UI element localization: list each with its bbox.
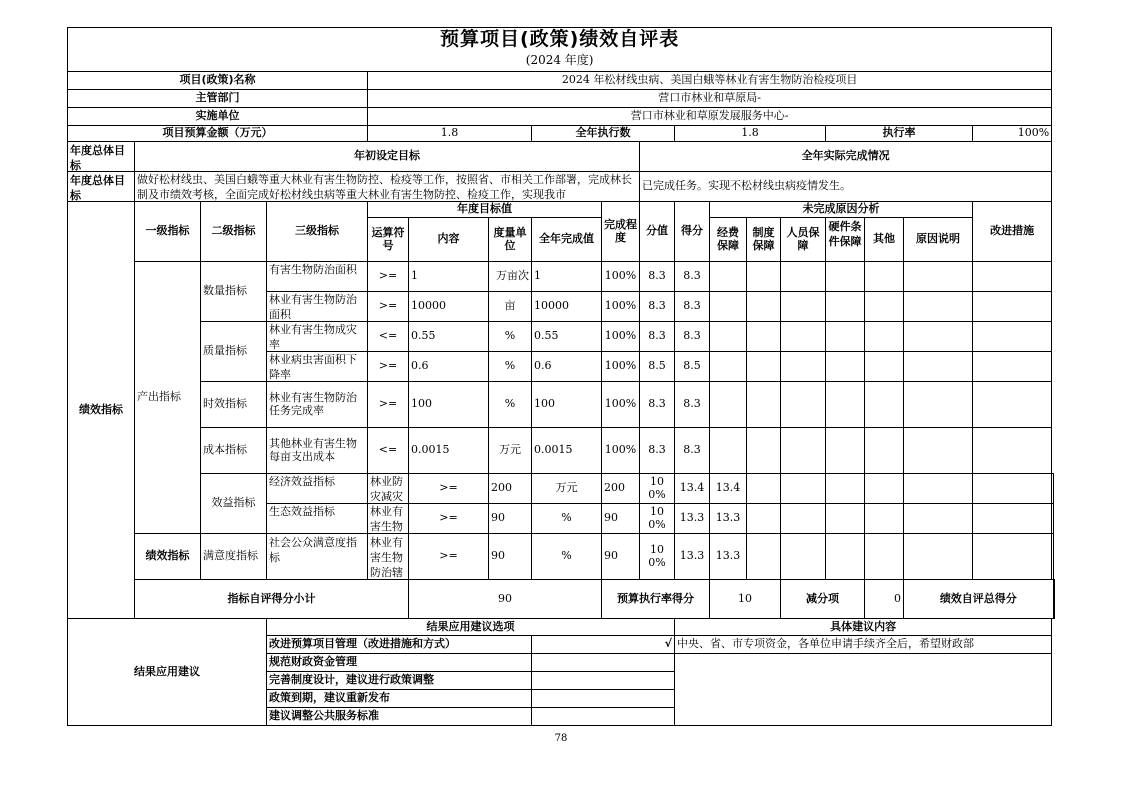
row-score: 8.3 <box>675 322 710 352</box>
project-name-label: 项目(政策)名称 <box>68 72 368 90</box>
group-quality: 质量指标 <box>201 322 267 382</box>
row-weight: 8.3 <box>640 428 675 474</box>
table-row-level3: 其他林业有害生物每亩支出成本 <box>267 428 368 474</box>
budget-label: 项目预算金额（万元） <box>68 126 368 142</box>
row-content: 100 <box>409 382 489 428</box>
header-weight: 分值 <box>640 202 675 262</box>
total-label: 绩效自评总得分 <box>904 580 1054 619</box>
header-op: 运算符号 <box>368 218 409 262</box>
row-degree: 100% <box>640 534 675 580</box>
rate-value: 100% <box>973 126 1052 142</box>
result-detail: 中央、省、市专项资金，各单位申请手续齐全后，希望财政部 <box>675 635 1052 653</box>
result-option: 建议调整公共服务标准 <box>267 707 532 725</box>
row-completed: 90 <box>602 534 640 580</box>
year-subtitle: (2024 年度) <box>68 52 1052 72</box>
row-degree: 100% <box>602 352 640 382</box>
rate-label: 执行率 <box>826 126 973 142</box>
row-content: 0.55 <box>409 322 489 352</box>
row-score: 8.3 <box>675 428 710 474</box>
row-content: 90 <box>489 534 532 580</box>
row-op: >= <box>409 534 489 580</box>
row-degree: 100% <box>602 262 640 292</box>
row-weight: 13.3 <box>675 534 710 580</box>
row-unit: 万元 <box>532 474 602 504</box>
deduct-label: 减分项 <box>781 580 865 619</box>
exec-score-value: 10 <box>710 580 781 619</box>
satisfaction-indicator-label: 满意度指标 <box>201 534 267 580</box>
row-degree: 100% <box>602 292 640 322</box>
row-completed: 0.55 <box>532 322 602 352</box>
row-score: 8.3 <box>675 262 710 292</box>
set-goal-header: 年初设定目标 <box>135 142 640 172</box>
set-goal-text: 做好松材线虫、美国白蛾等重大林业有害生物防控、检疫等工作，按照省、市相关工作部署，完成林长制及市绩效考核，全面完成好松材线虫病等重大林业有害生物防控、检疫工作，实现我市 <box>135 172 640 202</box>
row-op: >= <box>409 504 489 534</box>
header-unit: 度量单位 <box>489 218 532 262</box>
output-indicator-label: 产出指标 <box>135 262 201 534</box>
row-op: <= <box>368 322 409 352</box>
row-score: 8.5 <box>675 352 710 382</box>
group-quantity: 数量指标 <box>201 262 267 322</box>
header-degree: 完成程度 <box>602 202 640 262</box>
row-content: 0.6 <box>409 352 489 382</box>
row-degree: 100% <box>602 322 640 352</box>
row-completed: 90 <box>602 504 640 534</box>
table-row-level3: 林业病虫害面积下降率 <box>267 352 368 382</box>
row-content: 200 <box>489 474 532 504</box>
row-op: >= <box>368 352 409 382</box>
result-options-header: 结果应用建议选项 <box>267 618 675 635</box>
row-unit: % <box>489 382 532 428</box>
result-check: √ <box>532 635 675 653</box>
dept-value: 营口市林业和草原局- <box>368 90 1052 108</box>
row-unit: 万亩次 <box>489 262 532 292</box>
row-completed: 0.6 <box>532 352 602 382</box>
row-op: <= <box>368 428 409 474</box>
header-funding: 经费保障 <box>710 218 747 262</box>
subtotal-value: 90 <box>409 580 602 619</box>
group-timeliness: 时效指标 <box>201 382 267 428</box>
perf-indicator-label: 绩效指标 <box>68 202 135 619</box>
total-value <box>1053 580 1054 619</box>
row-weight: 8.3 <box>640 382 675 428</box>
actual-goal-header: 全年实际完成情况 <box>640 142 1052 172</box>
row-unit: % <box>489 322 532 352</box>
row-completed: 100 <box>532 382 602 428</box>
row-content: 10000 <box>409 292 489 322</box>
header-staff: 人员保障 <box>781 218 826 262</box>
table-row-level3: 林业有害生物防治任务完成率 <box>267 382 368 428</box>
header-level1: 一级指标 <box>135 202 201 262</box>
header-completed: 全年完成值 <box>532 218 602 262</box>
table-row-level3: 林业有害生物成灾率 <box>267 322 368 352</box>
row-completed: 200 <box>602 474 640 504</box>
unit-value: 营口市林业和草原发展服务中心- <box>368 108 1052 126</box>
row-completed: 10000 <box>532 292 602 322</box>
header-system: 制度保障 <box>747 218 781 262</box>
result-detail-header: 具体建议内容 <box>675 618 1052 635</box>
row-unit: % <box>532 504 602 534</box>
row-op: >= <box>368 262 409 292</box>
actual-goal-text: 已完成任务。实现不松材线虫病疫情发生。 <box>640 172 1052 202</box>
row-degree: 100% <box>640 474 675 504</box>
row-score: 13.3 <box>710 504 747 534</box>
row-score: 13.3 <box>710 534 747 580</box>
exec-value: 1.8 <box>675 126 826 142</box>
row-weight: 13.3 <box>675 504 710 534</box>
header-improve: 改进措施 <box>973 202 1052 262</box>
row-weight: 13.4 <box>675 474 710 504</box>
row-level2: 经济效益指标 <box>267 474 368 504</box>
row-completed: 1 <box>532 262 602 292</box>
budget-value: 1.8 <box>368 126 532 142</box>
result-option: 政策到期，建议重新发布 <box>267 689 532 707</box>
table-row-level3: 林业有害生物 <box>368 504 409 534</box>
header-score: 得分 <box>675 202 710 262</box>
exec-score-label: 预算执行率得分 <box>602 580 710 619</box>
row-op: >= <box>368 292 409 322</box>
row-degree: 100% <box>640 504 675 534</box>
deduct-value: 0 <box>865 580 904 619</box>
row-content: 90 <box>489 504 532 534</box>
header-hardware: 硬件条件保障 <box>826 218 865 262</box>
row-content: 1 <box>409 262 489 292</box>
table-row-level3: 林业有害生物防治面积 <box>267 292 368 322</box>
row-weight: 8.5 <box>640 352 675 382</box>
row-unit: 亩 <box>489 292 532 322</box>
perf-indicator-label-2: 绩效指标 <box>135 534 201 580</box>
result-option: 改进预算项目管理（改进措施和方式） <box>267 635 532 653</box>
project-name: 2024 年松材线虫病、美国白蛾等林业有害生物防治检疫项目 <box>368 72 1052 90</box>
row-unit: % <box>489 352 532 382</box>
goal-label-b: 年度总体目标 <box>68 172 135 202</box>
result-option: 完善制度设计，建议进行政策调整 <box>267 671 532 689</box>
row-weight: 8.3 <box>640 262 675 292</box>
header-reason-group: 未完成原因分析 <box>710 202 973 218</box>
row-content: 0.0015 <box>409 428 489 474</box>
performance-table <box>67 27 1055 726</box>
result-label: 结果应用建议 <box>68 618 267 725</box>
row-level2: 社会公众满意度指标 <box>267 534 368 580</box>
page-number: 78 <box>554 733 568 744</box>
row-degree: 100% <box>602 382 640 428</box>
goal-label-a: 年度总体目标 <box>68 142 135 172</box>
page-title: 预算项目(政策)绩效自评表 <box>68 28 1052 52</box>
header-level2: 二级指标 <box>201 202 267 262</box>
row-completed: 0.0015 <box>532 428 602 474</box>
row-score: 13.4 <box>710 474 747 504</box>
exec-label: 全年执行数 <box>532 126 675 142</box>
row-weight: 8.3 <box>640 322 675 352</box>
header-explain: 原因说明 <box>904 218 973 262</box>
unit-label: 实施单位 <box>68 108 368 126</box>
result-option: 规范财政资金管理 <box>267 653 532 671</box>
row-level2: 生态效益指标 <box>267 504 368 534</box>
row-unit: 万元 <box>489 428 532 474</box>
row-degree: 100% <box>602 428 640 474</box>
row-op: >= <box>368 382 409 428</box>
table-row-level3: 林业有害生物防治辖 <box>368 534 409 580</box>
header-other: 其他 <box>865 218 904 262</box>
row-score: 8.3 <box>675 292 710 322</box>
header-level3: 三级指标 <box>267 202 368 262</box>
table-row-level3: 有害生物防治面积 <box>267 262 368 292</box>
row-op: >= <box>409 474 489 504</box>
header-content: 内容 <box>409 218 489 262</box>
table-row-level3: 林业防灾减灾 <box>368 474 409 504</box>
header-target-group: 年度目标值 <box>368 202 602 218</box>
benefit-indicator-label: 效益指标 <box>201 474 267 534</box>
subtotal-label: 指标自评得分小计 <box>135 580 409 619</box>
dept-label: 主管部门 <box>68 90 368 108</box>
row-unit: % <box>532 534 602 580</box>
row-weight: 8.3 <box>640 292 675 322</box>
row-score: 8.3 <box>675 382 710 428</box>
group-cost: 成本指标 <box>201 428 267 474</box>
